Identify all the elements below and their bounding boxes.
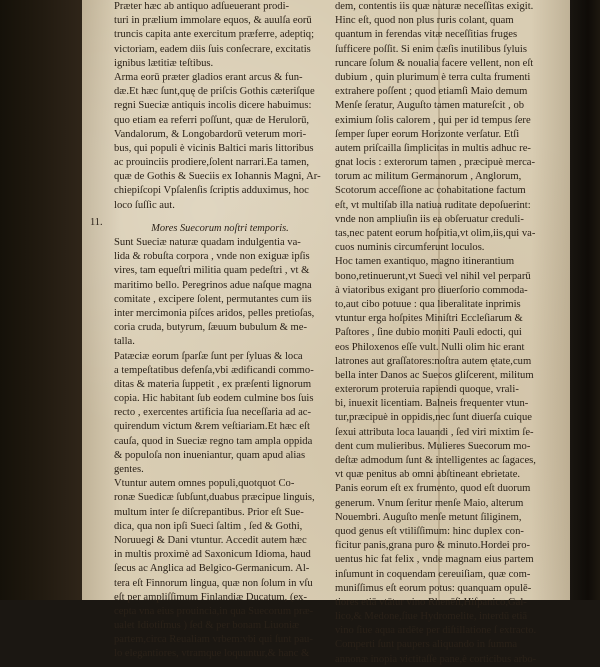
text-line: autem priſcailla ſimplicitas in multis adhuc re- xyxy=(335,142,531,154)
text-line: victoriam, eadem diis ſuis conſecrare, excitatis xyxy=(114,43,311,55)
text-line: Paſtores , ſine dubio moniti Pauli edocti, qui xyxy=(335,327,522,339)
text-line: Noruuegi & Dani vtuntur. Accedit autem hæc xyxy=(114,534,307,546)
text-line: Menſe ſeratur, Auguſto tamen matureſcit , ob xyxy=(335,100,525,112)
book-binding-left xyxy=(0,0,82,600)
text-line: dubium , quin plurimum è terra culta frumenti xyxy=(335,71,531,83)
text-line: multum inter ſe diſcrepantibus. Prior eſt Sue- xyxy=(114,506,304,518)
text-line: coria cruda, butyrum, ſæuum bubulum & me- xyxy=(114,322,308,334)
text-line: maritimo bello. Peregrinos adue naſque magna xyxy=(114,279,312,291)
text-line: Arma eorū præter gladios erant arcus & fun- xyxy=(114,71,303,83)
text-line: talla. xyxy=(114,336,135,348)
text-line: to,aut cibo potuue : qua liberalitate inprimis xyxy=(335,298,521,310)
text-line: Vtuntur autem omnes populi,quotquot Co- xyxy=(114,478,295,490)
text-line: truncis capita ante exercitum præferre, adeptiq; xyxy=(114,29,315,41)
text-line: Comperti ſunt paupers aliquando in ſumma xyxy=(335,639,518,651)
text-line: inſumunt in coquendam cereuiſiam, quæ com- xyxy=(335,568,531,580)
text-line: ignibus lætitiæ teſtibus. xyxy=(114,57,214,69)
text-line: regni Sueciæ antiquis incolis dicere habuimus: xyxy=(114,100,312,112)
text-line: bus, qui populi è vicinis Baltici maris littoribus xyxy=(114,142,314,154)
text-line: ualet Idiotiſmus ) ſed & per bonam Liuoniæ xyxy=(114,620,300,632)
text-line: latrones aut graſſatores:noſtra autem ętate,cum xyxy=(335,355,532,367)
text-line: eſt, vt multiſab illa natiua ruditate depoſuerint: xyxy=(335,199,531,211)
text-line: ſemper ſuper eorum Horizonte verſatur. Etſi xyxy=(335,128,520,140)
text-line: vnde non ampliuſin iis ea obſeruatur creduli- xyxy=(335,213,524,225)
text-line: gnat locis : exterorum tamen , præcipuè merca- xyxy=(335,157,536,169)
text-line: bella inter Danos ac Suecos gliſcerent, militum xyxy=(335,369,534,381)
text-line: eſt per ampliſſimum Finlandiæ Ducatum, (ex- xyxy=(114,591,308,603)
text-line: vt quæ penitus ab omni abſtineant ebrietate. xyxy=(335,469,521,481)
text-line: inter mercimonia piſces aridos, pelles pretioſas, xyxy=(114,307,315,319)
text-line: partem,circa Reualiam vrbem:vbi qui ſunt pau- xyxy=(114,634,313,646)
text-line: quod genus eſt vtiliſſimum: hinc duplex con- xyxy=(335,525,524,537)
text-line: torum ac militum Germanorum , Anglorum, xyxy=(335,171,522,183)
text-line: recto , exercentes artificia ſua neceſſaria ad ac- xyxy=(114,407,312,419)
text-line: copia. Hic habitant ſub eodem culmine bos ſuis xyxy=(114,393,314,405)
margin-section-number: 11. xyxy=(90,217,103,228)
text-line: vtuntur erga hoſpites Miniſtri Eccleſiarum & xyxy=(335,313,523,325)
text-line: Vandalorum, & Longobardorū veterum mori- xyxy=(114,128,307,140)
text-line: tera eſt Finnorum lingua, quæ non ſolum in vſu xyxy=(114,577,313,589)
text-line: quirendum victum &rem veſtiariam.Et hæc eſt xyxy=(114,421,310,433)
text-line: ſufficere poſſit. Si enim cæſis inutilibus ſyluis xyxy=(335,43,527,55)
text-line: ronæ Suedicæ ſubſunt,duabus præcipue linguis, xyxy=(114,492,315,504)
text-line: quantum in ferendas vitæ neceſſitias fruges xyxy=(335,29,518,41)
text-line: Hoc tamen exantiquo, magno itinerantium xyxy=(335,256,515,268)
text-line: Nouembri. Auguſto menſe metunt ſiliginem, xyxy=(335,511,522,523)
text-line: a tempeſtatibus defenſa,vbi ædificandi commo- xyxy=(114,364,314,376)
text-line: dent cum mulieribus. Mulieres Suecorum mo- xyxy=(335,440,531,452)
text-line: ditas & materia ſuppetit , ex præſenti lignorum xyxy=(114,378,312,390)
text-line: loco ſuſſic aut. xyxy=(114,199,175,211)
text-line: Panis eorum eſt ex frumento, quod eſt duorum xyxy=(335,483,531,495)
text-line: dem, contentis iis quæ naturæ neceſſitas exigit. xyxy=(335,1,534,12)
text-line: lo elegantiores, vtramque loquuntur,& hanc & xyxy=(114,648,310,660)
right-text-column xyxy=(335,0,555,667)
text-line: à viatoribus exigant pro diuerſorio commoda- xyxy=(335,284,528,296)
text-line: dica, qua non ipſi Sueci ſaltim , ſed & Gothi, xyxy=(114,520,303,532)
text-line: Præter hæc ab antiquo adſueuerant prodi- xyxy=(114,1,290,12)
text-line: chiepiſcopi Vpſalenſis ſcriptis adduximus, hoc xyxy=(114,185,309,197)
text-line xyxy=(114,213,326,222)
text-line: Patæciæ eorum ſparſæ ſunt per ſyluas & loca xyxy=(114,350,303,362)
text-line: generum. Vnum ſeritur menſe Maio, alterum xyxy=(335,497,524,509)
text-line: tas,nec patent eorum hoſpitia,vt olim,iis,qui va- xyxy=(335,228,536,239)
text-line: gentes. xyxy=(114,464,144,475)
text-line: ficitur panis,grana puro & minuto.Hordei pro- xyxy=(335,540,531,552)
text-line: annonæ inopia victitaſſe pane,è corticibus arbo- xyxy=(335,653,537,665)
text-line: comitate , excipere ſolent, permutantes cum iis xyxy=(114,293,312,305)
text-line: vires, tam equeſtri militia quam pedeſtri , vt & xyxy=(114,265,310,277)
text-line: vino ſiue aqua ardēte per diſtillatione ſ extracto. xyxy=(335,625,537,637)
text-line: & populoſa non inueniantur, quam apud alias xyxy=(114,449,306,461)
text-line: cuos numinis circumferunt loculos. xyxy=(335,242,485,254)
text-line: ſecus ac Anglica ad Belgico-Germanicum. Al- xyxy=(114,563,310,575)
left-text-column xyxy=(90,0,326,662)
text-line: Scotorum acceſſione ac cohabitatione factum xyxy=(335,185,526,197)
text-line: bono,retinuerunt,vt Sueci vel nihil vel perparū xyxy=(335,270,531,282)
text-line: quæ de Gothis & Sueciis ex Iohannis Magni, Ar- xyxy=(114,171,321,183)
text-line: lida & robuſta corpora , vnde non exiguæ ipſis xyxy=(114,251,310,263)
book-edge-right xyxy=(570,0,600,600)
text-line: exterorum proteruia rapiendi quoque, vrali- xyxy=(335,384,519,396)
text-line: runcare ſolum & noualia facere vellent, non eſt xyxy=(335,57,534,69)
section-heading: Mores Suecorum noſtri temporis. xyxy=(151,222,289,234)
text-line: Hinc eſt, quod non plus ruris colant, quam xyxy=(335,15,514,27)
text-line: deſtæ admodum ſunt & intelligentes ac ſagaces, xyxy=(335,455,536,466)
text-line: eos Philoxenos eſſe vult. Nulli olim hic erant xyxy=(335,341,525,353)
text-line: lico,& Medone,ſiue Hydromelite, interdū etiā xyxy=(335,611,528,623)
text-line: turi in prælium immolare equos, & auulſa eorū xyxy=(114,15,312,27)
text-line: tiores etiā vtātur vino Rhenēſi,Hiſpanico,Gal- xyxy=(335,596,527,608)
text-line: muniſſimus eſt eorum potus: quanquam opulē- xyxy=(335,582,532,594)
printed-page xyxy=(82,0,570,665)
text-line: cauſa, quod in Sueciæ regno tam ampla oppida xyxy=(114,435,313,447)
text-line: quo etiam ea referri poſſunt, quæ de Herulorū, xyxy=(114,114,310,126)
text-line: ſexui attributa loca lauandi , ſed viri mixtim ſe- xyxy=(335,426,534,438)
text-line: dæ.Et hæc ſunt,quę de priſcis Gothis cæteriſque xyxy=(114,86,315,98)
text-line: extrahere poſſent ; quod etiamſi Maio demum xyxy=(335,86,528,98)
text-line: cepta vna eius prouincia,in qua Suecorum præ- xyxy=(114,605,314,617)
text-line: in multis proximè ad Saxonicum Idioma, haud xyxy=(114,549,311,561)
text-line: bi, inuexit licentiam. Balneis frequenter vtun- xyxy=(335,398,529,410)
text-line: eximium ſolis calorem , qui per id tempus ſere xyxy=(335,114,531,126)
text-line: ac prouinciis prodiere,ſolent narrari.Ea tamen, xyxy=(114,157,310,169)
text-line: Sunt Sueciæ naturæ quadam indulgentia va- xyxy=(114,237,301,248)
text-line: uentus hic fat felix , vnde magnam eius partem xyxy=(335,554,534,566)
text-line: tur,præcipuè in oppidis,nec ſunt diuerſa cuique xyxy=(335,412,532,424)
